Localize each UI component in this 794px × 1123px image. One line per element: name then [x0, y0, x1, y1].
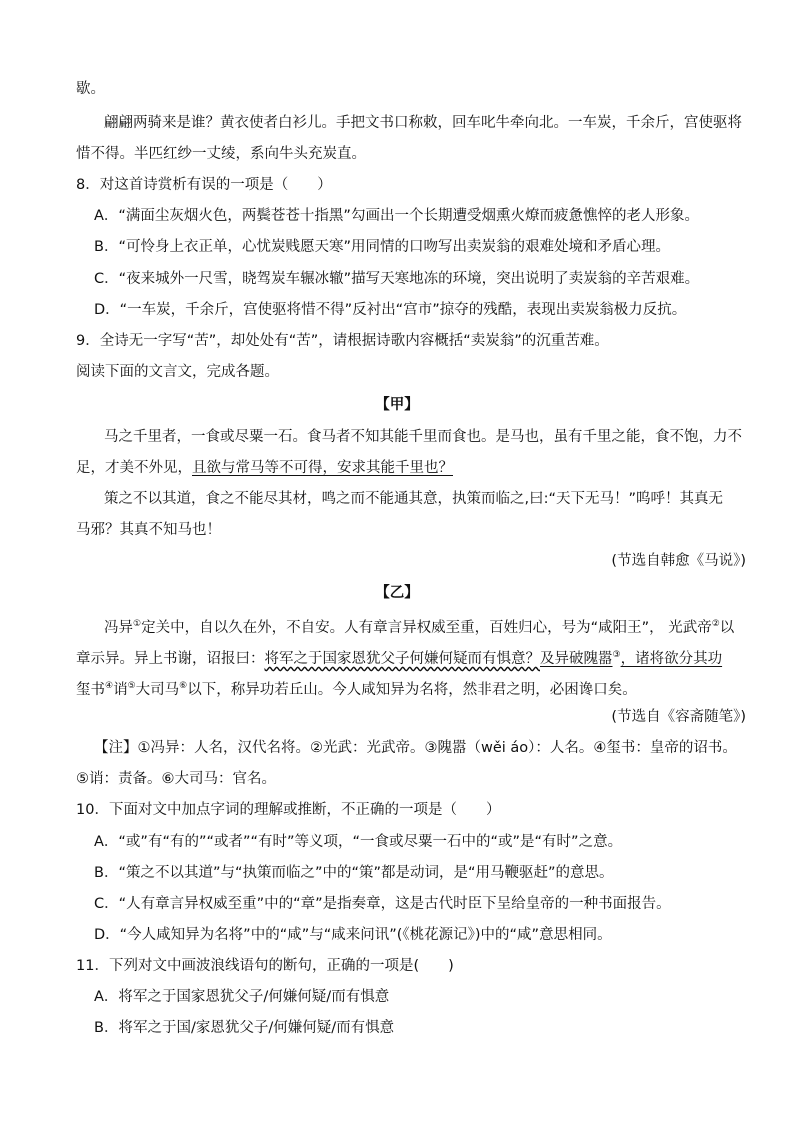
passage-source: (节选自韩愈《马说》)	[611, 553, 746, 569]
underlined-sentence: ，诸将欲分其功	[620, 651, 723, 667]
question-9-stem: 9．全诗无一字写“苦”，却处处有“苦”，请根据诗歌内容概括“卖炭翁”的沉重苦难。	[76, 333, 609, 349]
passage-source: (节选自《容斋随笔》)	[611, 709, 746, 725]
passage-line: 玺书④诮⑤大司马⑥以下，称异功若丘山。今人咸知异为名将，然非君之明，必困谗口矣。	[76, 681, 637, 698]
passage-line: 足，才美不外见，且欲与常马等不可得，安求其能千里也？	[76, 460, 453, 476]
passage-heading: 【乙】	[375, 585, 419, 601]
option-c: C．“夜来城外一尺雪，晓驾炭车辗冰辙”描写天寒地冻的环境，突出说明了卖炭翁的辛苦艰难。	[94, 271, 700, 287]
option-b: B．“可怜身上衣正单，心忧炭贱愿天寒”用同情的口吻写出卖炭翁的艰难处境和矛盾心理。	[94, 239, 670, 255]
question-stem: 8．对这首诗赏析有误的一项是（ ）	[76, 177, 332, 193]
option-d: D．“一车炭，千余斤，宫使驱将惜不得”反衬出“宫市”掠夺的残酷，表现出卖炭翁极力反抗。	[94, 302, 687, 318]
option-d: D．“今人咸知异为名将”中的“咸”与“咸来问讯”(《桃花源记》)中的“咸”意思相同。	[94, 927, 612, 943]
passage-line: 马邪？其真不知马也！	[76, 522, 221, 538]
passage-notes: ⑤诮：责备。⑥大司马：官名。	[76, 771, 276, 787]
option-b: B．“策之不以其道”与“执策而临之”中的“策”都是动词，是“用马鞭驱赶”的意思。	[94, 865, 614, 881]
option-a: A．将军之于国家恩犹父子/何嫌何疑/而有惧意	[94, 989, 390, 1005]
passage-line: 章示异。异上书谢，诏报曰：将军之于国家恩犹父子何嫌何疑而有惧意？及异破隗嚣③，诸将欲分其功	[76, 650, 723, 667]
option-a: A．“满面尘灰烟火色，两鬓苍苍十指黑”勾画出一个长期遭受烟熏火燎而疲惫憔悴的老人形象。	[94, 208, 699, 224]
underlined-sentence: 且欲与常马等不可得，安求其能千里也？	[192, 460, 453, 476]
option-b: B．将军之于国/家恩犹父子/何嫌何疑/而有惧意	[94, 1020, 395, 1036]
footnote-mark: ⑥	[179, 681, 188, 691]
option-c: C．“人有章言异权威至重”中的“章”是指奏章，这是古代时臣下呈给皇帝的一种书面报告。	[94, 896, 671, 912]
passage-heading: 【甲】	[375, 397, 419, 413]
footnote-mark: ②	[711, 619, 720, 629]
footnote-mark: ④	[105, 681, 114, 691]
underlined-sentence: 及异破隗嚣	[540, 651, 613, 667]
passage-notes: 【注】①冯异：人名，汉代名将。②光武：光武帝。③隗嚣（wěi áo）：人名。④玺书：皇帝的诏书。	[94, 740, 737, 756]
question-stem: 11．下列对文中画波浪线语句的断句，正确的一项是( )	[76, 958, 454, 974]
question-stem: 10．下面对文中加点字词的理解或推断，不正确的一项是（ ）	[76, 802, 501, 818]
reading-instruction: 阅读下面的文言文，完成各题。	[76, 364, 279, 380]
footnote-mark: ①	[133, 619, 142, 629]
passage-line: 冯异①定关中，自以久在外，不自安。人有章言异权威至重，百姓归心，号为“咸阳王”， 光武帝②以	[104, 619, 735, 636]
footnote-mark: ③	[612, 650, 621, 660]
wavy-underlined-sentence: 将军之于国家恩犹父子何嫌何疑而有惧意？	[264, 651, 540, 667]
footnote-mark: ⑤	[127, 681, 136, 691]
passage-line: 马之千里者，一食或尽粟一石。食马者不知其能千里而食也。是马也，虽有千里之能，食不饱，力不	[104, 429, 742, 445]
poem-line: 惜不得。半匹红纱一丈绫，系向牛头充炭直。	[76, 146, 366, 162]
poem-line: 翩翩两骑来是谁？黄衣使者白衫儿。手把文书口称敕，回车叱牛牵向北。一车炭，千余斤，宫使驱将	[104, 115, 742, 131]
passage-line: 策之不以其道，食之不能尽其材，鸣之而不能通其意，执策而临之,曰:“天下无马！”呜呼！其真无	[104, 491, 724, 507]
option-a: A．“或”有“有的”“或者”“有时”等义项，“一食或尽粟一石中的“或”是“有时”之意。	[94, 834, 623, 850]
poem-line: 歇。	[76, 81, 105, 97]
